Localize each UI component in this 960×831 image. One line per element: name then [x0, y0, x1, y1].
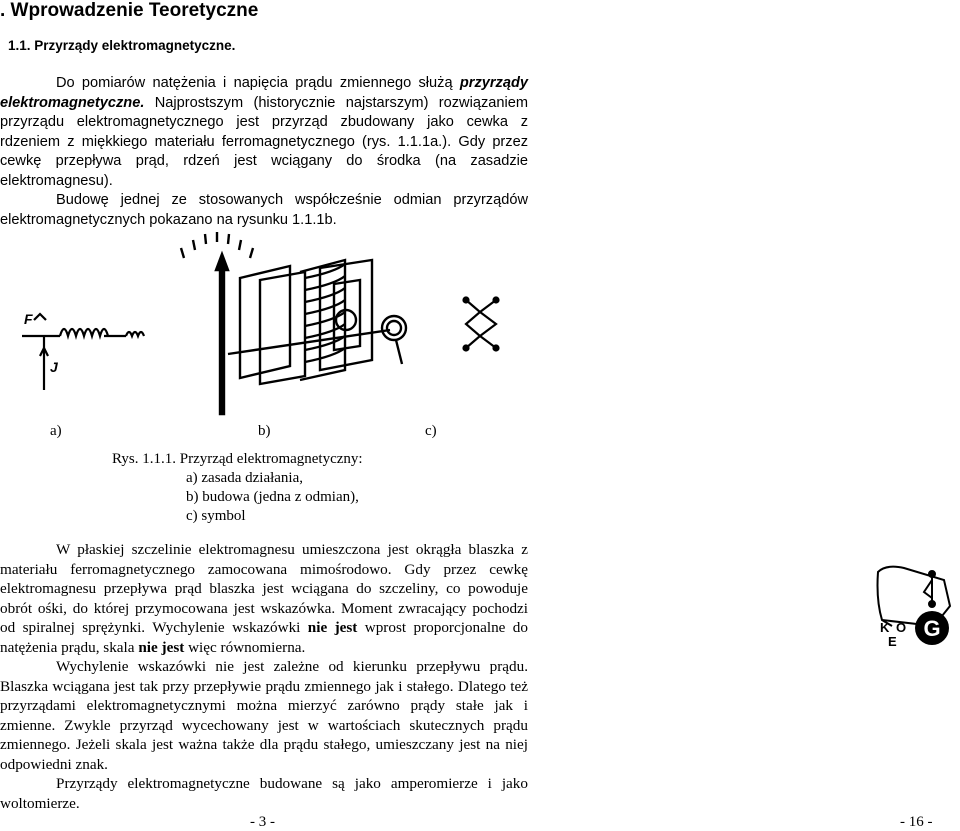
- intro-text-a: Do pomiarów natężenia i napięcia prądu zmiennego służą: [56, 75, 460, 91]
- figure-c-symbol: [464, 298, 499, 351]
- keg-logo: [874, 560, 956, 652]
- body-text-b: wprost proporcjonalne do natężenia prądu, skala: [0, 619, 528, 656]
- logo-letter-g: G: [923, 616, 941, 641]
- body-text-bold-1: nie jest: [307, 619, 358, 636]
- intro-text-bold: przyrządy elektromagnetyczne.: [0, 75, 528, 111]
- intro-text-c: Gdy przez cewkę przepływa prąd, rdzeń jest wciągany do środka (na zasadzie elektromagnesu).: [0, 133, 529, 189]
- figure-electromagnetic-instrument: [0, 220, 528, 420]
- caption-item-b: b) budowa (jedna z odmian),: [186, 489, 359, 505]
- caption-item-a: a) zasada działania,: [186, 470, 304, 486]
- intro-text-b: Najprostszym (historycznie najstarszym) rozwiązaniem przyrządu elektromagnetycznego jest przyrząd zbudowany jako cewka z rdzeniem z miękkiego materiału ferromagnetycznego (rys. 1.1.1a.).: [0, 94, 528, 150]
- body-paragraph-4: Wychylenie wskazówki nie jest zależne od kierunku przepływu prądu. Blaszka wciągana jest tak przy przepływie prądu zmiennego jak i stałego. Dlatego też przyrządami elektromagnetycznymi można mierzyć zarówno prądy stałe jak i zmienne. Zwykle przyrząd wycechowany jest w wartościach skutecznych prądu zmiennego. Jeżeli skala jest ważna także dla prądu stałego, umieszczany jest na niej odpowiedni znak.: [0, 658, 528, 773]
- section-title: . Wprowadzenie Teoretyczne: [0, 0, 259, 21]
- body-paragraph-5: Przyrządy elektromagnetyczne budowane są jako amperomierze i jako woltomierze.: [0, 775, 528, 812]
- logo-letter-e: E: [888, 634, 897, 649]
- caption-item-c: c) symbol: [186, 508, 246, 524]
- figure-a-principle-diagram: [22, 314, 144, 390]
- body-text-bold-2: nie jest: [138, 638, 185, 656]
- body-text-c: więc równomierna.: [184, 638, 306, 656]
- figure-b-construction: [181, 232, 406, 414]
- figure-label-c: c): [425, 423, 437, 439]
- page-number-inner: - 3 -: [250, 814, 275, 830]
- body-paragraph-3: [0, 540, 528, 813]
- body-text-a: W płaskiej szczelinie elektromagnesu umieszczona jest okrągła blaszka z materiału ferromagnetycznego zamocowana mimośrodowo. Gdy przez cewkę elektromagnesu przepływa prąd blaszka jest wciągana do szczeliny, co powoduje obrót ośki, do której przymocowana jest wskazówka. Moment zwracający pochodzi od spiralnej sprężynki. Wychylenie wskazówki: [0, 541, 528, 636]
- figure-caption: [112, 450, 363, 526]
- figure-label-a: a): [50, 423, 62, 439]
- figure-label-b: b): [258, 423, 271, 439]
- force-symbol: F: [24, 311, 33, 327]
- section-subtitle: 1.1. Przyrządy elektromagnetyczne.: [8, 38, 236, 53]
- page-number-outer: - 16 -: [900, 814, 933, 830]
- intro-paragraph-1: [0, 74, 528, 230]
- caption-title: Rys. 1.1.1. Przyrząd elektromagnetyczny:: [112, 451, 363, 467]
- logo-letter-k: K: [880, 620, 890, 635]
- intro-paragraph-2: Budowę jednej ze stosowanych współcześnie odmian przyrządów elektromagnetycznych pokazano na rysunku 1.1.1b.: [0, 192, 528, 228]
- logo-letter-o: O: [896, 620, 907, 635]
- current-symbol: J: [50, 359, 58, 375]
